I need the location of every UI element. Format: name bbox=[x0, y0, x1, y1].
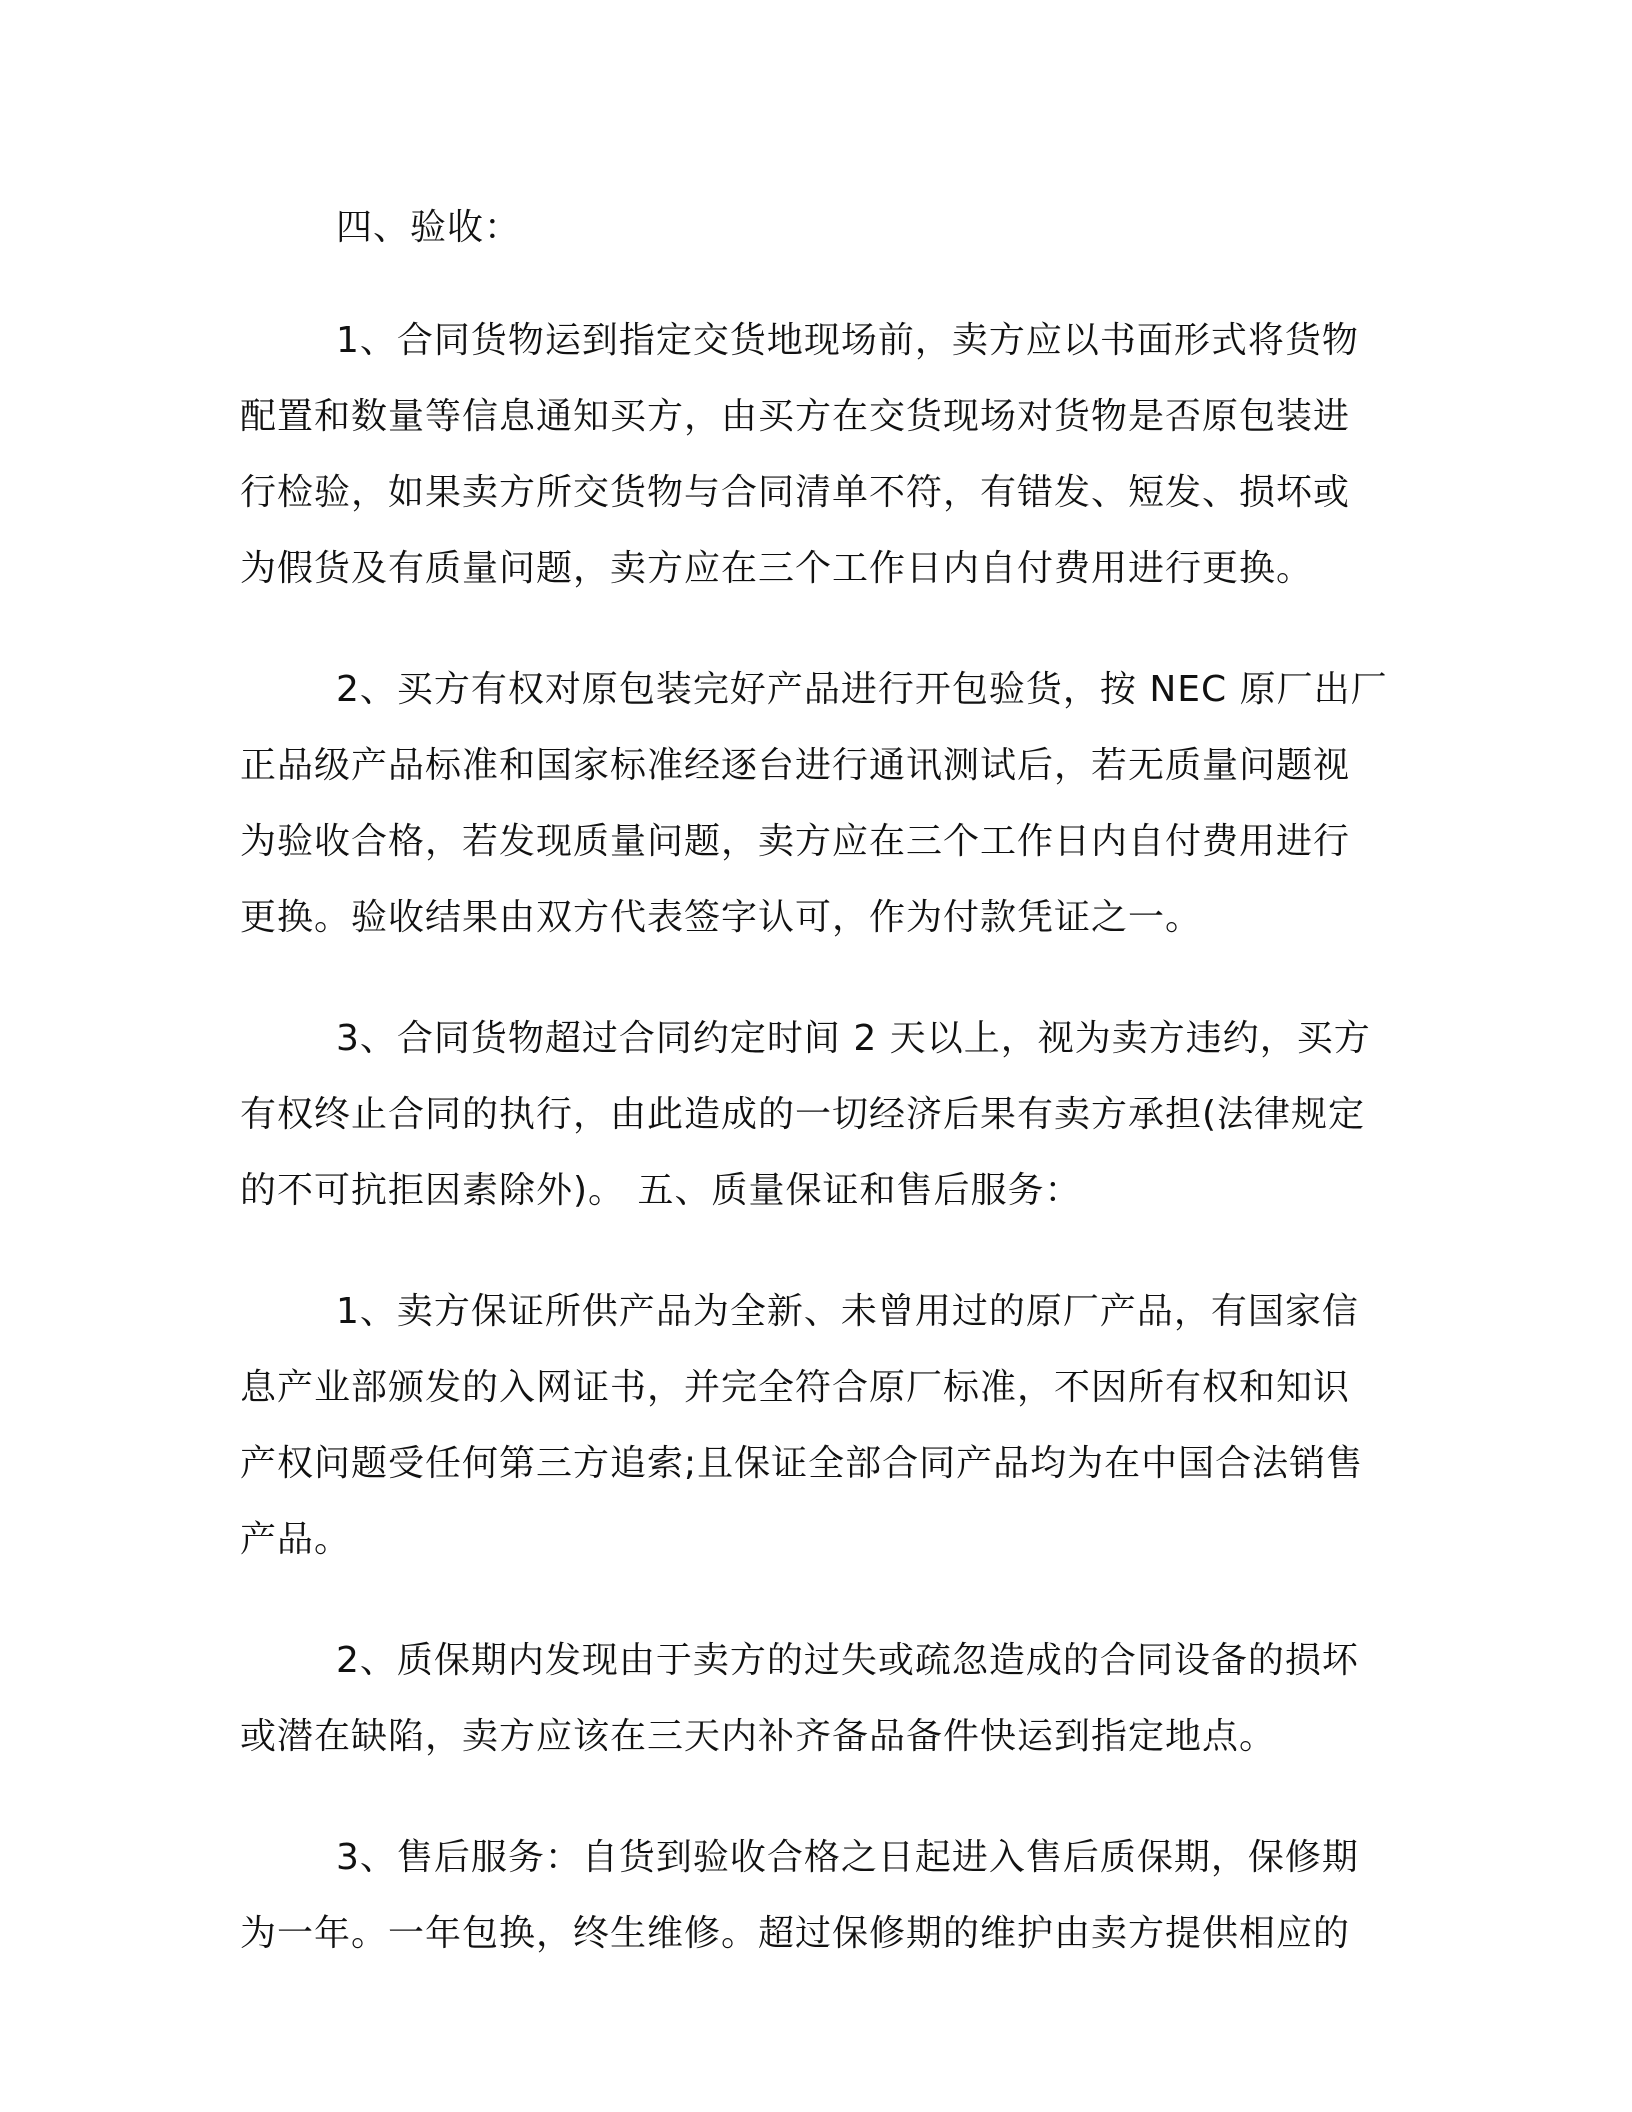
text-line: 2、买方有权对原包装完好产品进行开包验货，按 NEC 原厂出厂 bbox=[336, 669, 1388, 710]
acceptance-clause-2 bbox=[240, 652, 1390, 956]
text-line: 行检验，如果卖方所交货物与合同清单不符，有错发、短发、损坏或 bbox=[240, 472, 1351, 513]
text-line: 产权问题受任何第三方追索;且保证全部合同产品均为在中国合法销售 bbox=[240, 1443, 1364, 1484]
text-line: 产品。 bbox=[240, 1519, 352, 1560]
warranty-clause-2 bbox=[240, 1623, 1390, 1775]
text-line: 为一年。一年包换，终生维修。超过保修期的维护由卖方提供相应的 bbox=[240, 1913, 1351, 1954]
section-4-heading: 四、验收： bbox=[336, 207, 522, 248]
text-line: 1、合同货物运到指定交货地现场前，卖方应以书面形式将货物 bbox=[336, 320, 1359, 361]
text-line: 1、卖方保证所供产品为全新、未曾用过的原厂产品，有国家信 bbox=[336, 1291, 1359, 1332]
warranty-clause-1 bbox=[240, 1274, 1390, 1578]
text-line: 2、质保期内发现由于卖方的过失或疏忽造成的合同设备的损坏 bbox=[336, 1640, 1359, 1681]
text-line: 有权终止合同的执行，由此造成的一切经济后果有卖方承担(法律规定 bbox=[240, 1094, 1366, 1135]
text-line: 或潜在缺陷，卖方应该在三天内补齐备品备件快运到指定地点。 bbox=[240, 1716, 1277, 1757]
document-page bbox=[240, 190, 1390, 2017]
text-line: 息产业部颁发的入网证书，并完全符合原厂标准，不因所有权和知识 bbox=[240, 1367, 1351, 1408]
text-line: 更换。验收结果由双方代表签字认可，作为付款凭证之一。 bbox=[240, 897, 1203, 938]
text-line: 正品级产品标准和国家标准经逐台进行通讯测试后，若无质量问题视 bbox=[240, 745, 1351, 786]
text-line: 为假货及有质量问题，卖方应在三个工作日内自付费用进行更换。 bbox=[240, 548, 1314, 589]
text-line: 的不可抗拒因素除外)。 五、质量保证和售后服务： bbox=[240, 1170, 1082, 1211]
text-line: 为验收合格，若发现质量问题，卖方应在三个工作日内自付费用进行 bbox=[240, 821, 1351, 862]
text-line: 3、合同货物超过合同约定时间 2 天以上，视为卖方违约，买方 bbox=[336, 1018, 1371, 1059]
text-line: 3、售后服务：自货到验收合格之日起进入售后质保期，保修期 bbox=[336, 1837, 1359, 1878]
acceptance-clause-3 bbox=[240, 1001, 1390, 1229]
text-line: 配置和数量等信息通知买方，由买方在交货现场对货物是否原包装进 bbox=[240, 396, 1351, 437]
acceptance-clause-1 bbox=[240, 303, 1390, 607]
warranty-clause-3 bbox=[240, 1820, 1390, 1972]
